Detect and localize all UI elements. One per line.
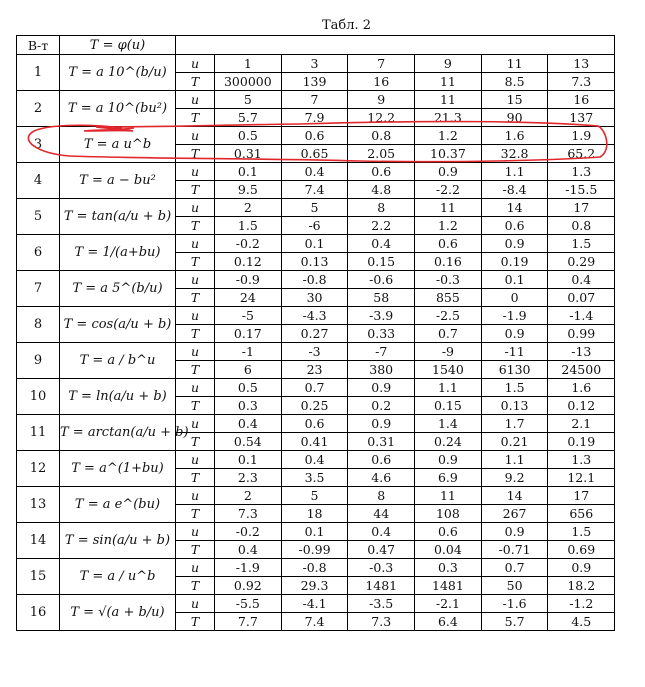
t-value-cell: 18.2	[548, 577, 615, 595]
u-value-cell: 0.1	[281, 523, 348, 541]
u-value-cell: 7	[281, 91, 348, 109]
u-value-cell: 0.9	[348, 379, 415, 397]
u-value-cell: 2	[215, 199, 282, 217]
variant-number: 15	[17, 559, 60, 595]
u-value-cell: 0.6	[281, 127, 348, 145]
t-value-cell: 4.6	[348, 469, 415, 487]
u-value-cell: 1.3	[548, 163, 615, 181]
row-label-t: T	[176, 325, 215, 343]
variant-number: 3	[17, 127, 60, 163]
u-value-cell: -11	[481, 343, 548, 361]
u-value-cell: 0.4	[281, 451, 348, 469]
u-value-cell: 0.4	[548, 271, 615, 289]
u-value-cell: 1.5	[548, 235, 615, 253]
u-value-cell: 8	[348, 199, 415, 217]
t-value-cell: 300000	[215, 73, 282, 91]
u-value-cell: 8	[348, 487, 415, 505]
row-label-t: T	[176, 397, 215, 415]
u-value-cell: -3.9	[348, 307, 415, 325]
variant-formula: T = arctan(a/u + b)	[60, 415, 176, 451]
t-value-cell: 2.3	[215, 469, 282, 487]
u-value-cell: 5	[281, 487, 348, 505]
t-value-cell: 16	[348, 73, 415, 91]
t-value-cell: 1.5	[215, 217, 282, 235]
t-value-cell: 0.24	[415, 433, 482, 451]
variant-formula: T = sin(a/u + b)	[60, 523, 176, 559]
variant-number: 10	[17, 379, 60, 415]
t-value-cell: 0.6	[481, 217, 548, 235]
t-value-cell: 0.31	[348, 433, 415, 451]
row-label-u: u	[176, 487, 215, 505]
u-value-cell: -9	[415, 343, 482, 361]
variant-formula: T = a / b^u	[60, 343, 176, 379]
t-value-cell: 7.3	[348, 613, 415, 631]
header-formula: T = φ(u)	[60, 36, 176, 55]
u-value-cell: 1.1	[481, 163, 548, 181]
u-value-cell: 14	[481, 487, 548, 505]
t-value-cell: 0.8	[548, 217, 615, 235]
u-value-cell: 3	[281, 55, 348, 73]
t-value-cell: 7.3	[215, 505, 282, 523]
t-value-cell: 0.65	[281, 145, 348, 163]
t-value-cell: 7.4	[281, 613, 348, 631]
u-value-cell: 0.4	[215, 415, 282, 433]
t-value-cell: 0.99	[548, 325, 615, 343]
row-label-u: u	[176, 199, 215, 217]
table-row	[17, 307, 615, 325]
table-row	[17, 595, 615, 613]
t-value-cell: 0.92	[215, 577, 282, 595]
t-value-cell: 0.25	[281, 397, 348, 415]
variant-number: 12	[17, 451, 60, 487]
u-value-cell: 1.6	[548, 379, 615, 397]
t-value-cell: 1540	[415, 361, 482, 379]
t-value-cell: 1.2	[415, 217, 482, 235]
row-label-u: u	[176, 343, 215, 361]
t-value-cell: 108	[415, 505, 482, 523]
row-label-t: T	[176, 577, 215, 595]
variant-number: 8	[17, 307, 60, 343]
t-value-cell: 0.31	[215, 145, 282, 163]
t-value-cell: 137	[548, 109, 615, 127]
u-value-cell: -13	[548, 343, 615, 361]
u-value-cell: 1.5	[481, 379, 548, 397]
u-value-cell: 0.9	[481, 523, 548, 541]
u-value-cell: -1.9	[215, 559, 282, 577]
u-value-cell: -0.3	[348, 559, 415, 577]
t-value-cell: 4.5	[548, 613, 615, 631]
u-value-cell: 1	[215, 55, 282, 73]
variant-number: 11	[17, 415, 60, 451]
variant-formula: T = tan(a/u + b)	[60, 199, 176, 235]
t-value-cell: 0.12	[548, 397, 615, 415]
t-value-cell: 32.8	[481, 145, 548, 163]
u-value-cell: -1.4	[548, 307, 615, 325]
row-label-u: u	[176, 91, 215, 109]
t-value-cell: 23	[281, 361, 348, 379]
row-label-t: T	[176, 109, 215, 127]
t-value-cell: 65.2	[548, 145, 615, 163]
u-value-cell: 0.9	[481, 235, 548, 253]
variant-number: 2	[17, 91, 60, 127]
variant-number: 4	[17, 163, 60, 199]
u-value-cell: 1.6	[481, 127, 548, 145]
variant-number: 14	[17, 523, 60, 559]
t-value-cell: 2.05	[348, 145, 415, 163]
row-label-u: u	[176, 415, 215, 433]
u-value-cell: 2	[215, 487, 282, 505]
t-value-cell: 0.19	[481, 253, 548, 271]
row-label-u: u	[176, 595, 215, 613]
u-value-cell: -0.2	[215, 523, 282, 541]
t-value-cell: 5.7	[215, 109, 282, 127]
t-value-cell: 0.21	[481, 433, 548, 451]
t-value-cell: -0.99	[281, 541, 348, 559]
table-row	[17, 271, 615, 289]
u-value-cell: 11	[415, 487, 482, 505]
u-value-cell: 0.1	[215, 451, 282, 469]
row-label-t: T	[176, 469, 215, 487]
t-value-cell: 21.3	[415, 109, 482, 127]
u-value-cell: -0.3	[415, 271, 482, 289]
u-value-cell: 0.9	[415, 163, 482, 181]
u-value-cell: 0.1	[481, 271, 548, 289]
row-label-u: u	[176, 379, 215, 397]
row-label-u: u	[176, 523, 215, 541]
u-value-cell: -0.8	[281, 271, 348, 289]
u-value-cell: 0.1	[281, 235, 348, 253]
u-value-cell: 0.1	[215, 163, 282, 181]
u-value-cell: 1.4	[415, 415, 482, 433]
u-value-cell: 15	[481, 91, 548, 109]
u-value-cell: 11	[415, 91, 482, 109]
table-row	[17, 91, 615, 109]
table-row	[17, 163, 615, 181]
t-value-cell: -15.5	[548, 181, 615, 199]
t-value-cell: 8.5	[481, 73, 548, 91]
t-value-cell: 1481	[415, 577, 482, 595]
t-value-cell: 12.1	[548, 469, 615, 487]
table-row	[17, 559, 615, 577]
variant-formula: T = a 10^(b/u)	[60, 55, 176, 91]
table-row	[17, 235, 615, 253]
u-value-cell: 0.3	[415, 559, 482, 577]
u-value-cell: 0.5	[215, 379, 282, 397]
t-value-cell: 7.9	[281, 109, 348, 127]
t-value-cell: 58	[348, 289, 415, 307]
u-value-cell: -5	[215, 307, 282, 325]
u-value-cell: -0.9	[215, 271, 282, 289]
t-value-cell: 0.29	[548, 253, 615, 271]
variant-number: 16	[17, 595, 60, 631]
row-label-t: T	[176, 541, 215, 559]
t-value-cell: 3.5	[281, 469, 348, 487]
t-value-cell: 6.4	[415, 613, 482, 631]
u-value-cell: -7	[348, 343, 415, 361]
row-label-t: T	[176, 361, 215, 379]
variant-formula: T = a / u^b	[60, 559, 176, 595]
u-value-cell: -0.8	[281, 559, 348, 577]
u-value-cell: -1	[215, 343, 282, 361]
u-value-cell: 5	[215, 91, 282, 109]
row-label-u: u	[176, 55, 215, 73]
u-value-cell: 11	[415, 199, 482, 217]
u-value-cell: 0.9	[548, 559, 615, 577]
row-label-t: T	[176, 613, 215, 631]
t-value-cell: 6	[215, 361, 282, 379]
u-value-cell: 0.6	[415, 235, 482, 253]
row-label-t: T	[176, 433, 215, 451]
table-row	[17, 379, 615, 397]
t-value-cell: 90	[481, 109, 548, 127]
t-value-cell: 0.17	[215, 325, 282, 343]
u-value-cell: 0.6	[415, 523, 482, 541]
variant-formula: T = cos(a/u + b)	[60, 307, 176, 343]
row-label-u: u	[176, 235, 215, 253]
table-row	[17, 127, 615, 145]
u-value-cell: 5	[281, 199, 348, 217]
variant-number: 1	[17, 55, 60, 91]
variant-formula: T = a − bu²	[60, 163, 176, 199]
u-value-cell: -2.1	[415, 595, 482, 613]
t-value-cell: 44	[348, 505, 415, 523]
t-value-cell: 30	[281, 289, 348, 307]
row-label-t: T	[176, 145, 215, 163]
u-value-cell: 0.4	[348, 523, 415, 541]
u-value-cell: 17	[548, 199, 615, 217]
u-value-cell: -0.2	[215, 235, 282, 253]
t-value-cell: 0.4	[215, 541, 282, 559]
u-value-cell: 0.7	[281, 379, 348, 397]
u-value-cell: -3.5	[348, 595, 415, 613]
t-value-cell: 5.7	[481, 613, 548, 631]
row-label-u: u	[176, 163, 215, 181]
table-caption: Табл. 2	[322, 18, 372, 33]
t-value-cell: 7.7	[215, 613, 282, 631]
u-value-cell: -4.1	[281, 595, 348, 613]
t-value-cell: 0.47	[348, 541, 415, 559]
u-value-cell: -0.6	[348, 271, 415, 289]
u-value-cell: 0.9	[348, 415, 415, 433]
t-value-cell: 0.2	[348, 397, 415, 415]
t-value-cell: 50	[481, 577, 548, 595]
t-value-cell: 0.33	[348, 325, 415, 343]
row-label-t: T	[176, 505, 215, 523]
table-row	[17, 199, 615, 217]
u-value-cell: -3	[281, 343, 348, 361]
u-value-cell: 0.4	[281, 163, 348, 181]
u-value-cell: 1.7	[481, 415, 548, 433]
t-value-cell: -6	[281, 217, 348, 235]
u-value-cell: 11	[481, 55, 548, 73]
u-value-cell: 9	[415, 55, 482, 73]
u-value-cell: 0.7	[481, 559, 548, 577]
t-value-cell: 9.2	[481, 469, 548, 487]
table-row	[17, 451, 615, 469]
table-row	[17, 415, 615, 433]
u-value-cell: -4.3	[281, 307, 348, 325]
t-value-cell: 0.16	[415, 253, 482, 271]
t-value-cell: 29.3	[281, 577, 348, 595]
u-value-cell: 1.9	[548, 127, 615, 145]
u-value-cell: 0.6	[281, 415, 348, 433]
t-value-cell: 656	[548, 505, 615, 523]
row-label-t: T	[176, 217, 215, 235]
t-value-cell: 6130	[481, 361, 548, 379]
t-value-cell: 0	[481, 289, 548, 307]
variant-formula: T = ln(a/u + b)	[60, 379, 176, 415]
u-value-cell: 2.1	[548, 415, 615, 433]
header-empty	[176, 36, 615, 55]
header-row	[17, 36, 615, 55]
u-value-cell: 1.5	[548, 523, 615, 541]
variant-formula: T = a 10^(bu²)	[60, 91, 176, 127]
row-label-u: u	[176, 451, 215, 469]
u-value-cell: 0.9	[415, 451, 482, 469]
t-value-cell: 0.9	[481, 325, 548, 343]
u-value-cell: 14	[481, 199, 548, 217]
table-row	[17, 523, 615, 541]
variant-number: 6	[17, 235, 60, 271]
row-label-t: T	[176, 289, 215, 307]
t-value-cell: 0.69	[548, 541, 615, 559]
t-value-cell: 11	[415, 73, 482, 91]
header-variant: В-т	[17, 36, 60, 55]
table-row	[17, 487, 615, 505]
variant-formula: T = 1/(a+bu)	[60, 235, 176, 271]
variant-formula: T = √(a + b/u)	[60, 595, 176, 631]
t-value-cell: 380	[348, 361, 415, 379]
table-row	[17, 343, 615, 361]
variant-formula: T = a^(1+bu)	[60, 451, 176, 487]
t-value-cell: 0.04	[415, 541, 482, 559]
t-value-cell: 267	[481, 505, 548, 523]
t-value-cell: 7.4	[281, 181, 348, 199]
t-value-cell: 10.37	[415, 145, 482, 163]
t-value-cell: 2.2	[348, 217, 415, 235]
u-value-cell: 1.1	[481, 451, 548, 469]
row-label-t: T	[176, 253, 215, 271]
variant-formula: T = a u^b	[60, 127, 176, 163]
u-value-cell: 9	[348, 91, 415, 109]
row-label-t: T	[176, 181, 215, 199]
row-label-t: T	[176, 73, 215, 91]
t-value-cell: 0.15	[415, 397, 482, 415]
variant-number: 5	[17, 199, 60, 235]
variant-formula: T = a e^(bu)	[60, 487, 176, 523]
u-value-cell: 17	[548, 487, 615, 505]
t-value-cell: 0.7	[415, 325, 482, 343]
u-value-cell: -1.6	[481, 595, 548, 613]
variant-formula: T = a 5^(b/u)	[60, 271, 176, 307]
u-value-cell: -5.5	[215, 595, 282, 613]
t-value-cell: 24500	[548, 361, 615, 379]
t-value-cell: 0.13	[481, 397, 548, 415]
t-value-cell: 139	[281, 73, 348, 91]
t-value-cell: -8.4	[481, 181, 548, 199]
u-value-cell: 1.1	[415, 379, 482, 397]
t-value-cell: 0.54	[215, 433, 282, 451]
u-value-cell: -1.2	[548, 595, 615, 613]
u-value-cell: 0.5	[215, 127, 282, 145]
t-value-cell: 855	[415, 289, 482, 307]
t-value-cell: 0.12	[215, 253, 282, 271]
u-value-cell: 0.8	[348, 127, 415, 145]
t-value-cell: 0.15	[348, 253, 415, 271]
row-label-u: u	[176, 127, 215, 145]
row-label-u: u	[176, 271, 215, 289]
row-label-u: u	[176, 307, 215, 325]
u-value-cell: 1.2	[415, 127, 482, 145]
variant-number: 13	[17, 487, 60, 523]
data-table	[16, 35, 615, 631]
u-value-cell: 0.6	[348, 163, 415, 181]
t-value-cell: 12.2	[348, 109, 415, 127]
t-value-cell: 6.9	[415, 469, 482, 487]
t-value-cell: 0.27	[281, 325, 348, 343]
table-row	[17, 55, 615, 73]
t-value-cell: 9.5	[215, 181, 282, 199]
t-value-cell: 0.41	[281, 433, 348, 451]
t-value-cell: 0.13	[281, 253, 348, 271]
row-label-u: u	[176, 559, 215, 577]
t-value-cell: 7.3	[548, 73, 615, 91]
variant-number: 9	[17, 343, 60, 379]
u-value-cell: 0.6	[348, 451, 415, 469]
u-value-cell: 0.4	[348, 235, 415, 253]
t-value-cell: 24	[215, 289, 282, 307]
u-value-cell: 16	[548, 91, 615, 109]
t-value-cell: 1481	[348, 577, 415, 595]
u-value-cell: -2.5	[415, 307, 482, 325]
u-value-cell: 13	[548, 55, 615, 73]
t-value-cell: 18	[281, 505, 348, 523]
u-value-cell: -1.9	[481, 307, 548, 325]
t-value-cell: 0.19	[548, 433, 615, 451]
t-value-cell: 0.07	[548, 289, 615, 307]
u-value-cell: 1.3	[548, 451, 615, 469]
u-value-cell: 7	[348, 55, 415, 73]
variant-number: 7	[17, 271, 60, 307]
t-value-cell: 0.3	[215, 397, 282, 415]
t-value-cell: 4.8	[348, 181, 415, 199]
t-value-cell: -0.71	[481, 541, 548, 559]
t-value-cell: -2.2	[415, 181, 482, 199]
